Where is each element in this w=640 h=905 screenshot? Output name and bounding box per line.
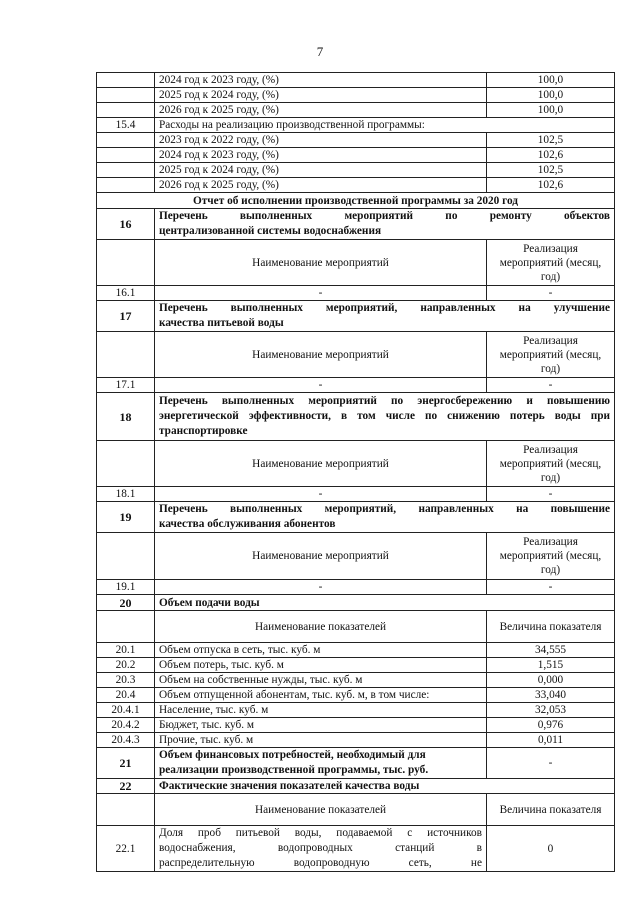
table-header-row: Наименование мероприятий Реализация мероприятий (месяц, год) — [97, 332, 615, 378]
table-row: 2023 год к 2022 году, (%) 102,5 — [97, 133, 615, 148]
table-row: 20.4.2 Бюджет, тыс. куб. м 0,976 — [97, 718, 615, 733]
table-row: 18.1 - - — [97, 487, 615, 502]
report-title: Отчет об исполнении производственной программы за 2020 год — [97, 193, 615, 209]
table-row: 2025 год к 2024 году, (%) 100,0 — [97, 88, 615, 103]
section-22-row: 22 Фактические значения показателей качества воды — [97, 779, 615, 794]
table-row: 20.4.1 Население, тыс. куб. м 32,053 — [97, 703, 615, 718]
table-row: 22.1 Доля проб питьевой воды, подаваемой с источников водоснабжения, водопроводных станций в распределительную водопроводную сеть, не 0 — [97, 826, 615, 872]
table-row: 20.1 Объем отпуска в сеть, тыс. куб. м 34,555 — [97, 643, 615, 658]
table-row: 2026 год к 2025 году, (%) 100,0 — [97, 103, 615, 118]
table-header-row: Наименование показателей Величина показателя — [97, 794, 615, 826]
table-row: 2026 год к 2025 году, (%) 102,6 — [97, 178, 615, 193]
section-17-row: 17 Перечень выполненных мероприятий, направленных на улучшение качества питьевой воды — [97, 301, 615, 332]
section-20-row: 20 Объем подачи воды — [97, 595, 615, 611]
section-16-row: 16 Перечень выполненных мероприятий по ремонту объектов централизованной системы водоснабжения — [97, 209, 615, 240]
table-row: 19.1 - - — [97, 580, 615, 595]
table-header-row: Наименование мероприятий Реализация мероприятий (месяц, год) — [97, 441, 615, 487]
page-number: 7 — [316, 44, 324, 59]
table-row: 17.1 - - — [97, 378, 615, 393]
table-row: 2024 год к 2023 году, (%) 102,6 — [97, 148, 615, 163]
table-header-row: Наименование мероприятий Реализация мероприятий (месяц, год) — [97, 533, 615, 580]
table-row: 2025 год к 2024 году, (%) 102,5 — [97, 163, 615, 178]
table-row: 16.1 - - — [97, 286, 615, 301]
table-row: 20.3 Объем на собственные нужды, тыс. куб. м 0,000 — [97, 673, 615, 688]
table-row: 20.2 Объем потерь, тыс. куб. м 1,515 — [97, 658, 615, 673]
section-18-row: 18 Перечень выполненных мероприятий по энергосбережению и повышению энергетической эффективности, в том числе по снижению потерь воды при транспортировке — [97, 393, 615, 441]
program-table — [96, 72, 615, 872]
table-header-row: Наименование мероприятий Реализация мероприятий (месяц, год) — [97, 240, 615, 286]
report-title-row — [97, 193, 615, 209]
section-19-row: 19 Перечень выполненных мероприятий, направленных на повышение качества обслуживания абонентов — [97, 502, 615, 533]
table-row: 15.4 Расходы на реализацию производственной программы: — [97, 118, 615, 133]
table-row: 20.4.3 Прочие, тыс. куб. м 0,011 — [97, 733, 615, 748]
table-header-row: Наименование показателей Величина показателя — [97, 611, 615, 643]
table-row: 2024 год к 2023 году, (%) 100,0 — [97, 73, 615, 88]
table-row: 20.4 Объем отпущенной абонентам, тыс. куб. м, в том числе: 33,040 — [97, 688, 615, 703]
section-21-row: 21 Объем финансовых потребностей, необходимый для реализации производственной программы, тыс. руб. - — [97, 748, 615, 779]
